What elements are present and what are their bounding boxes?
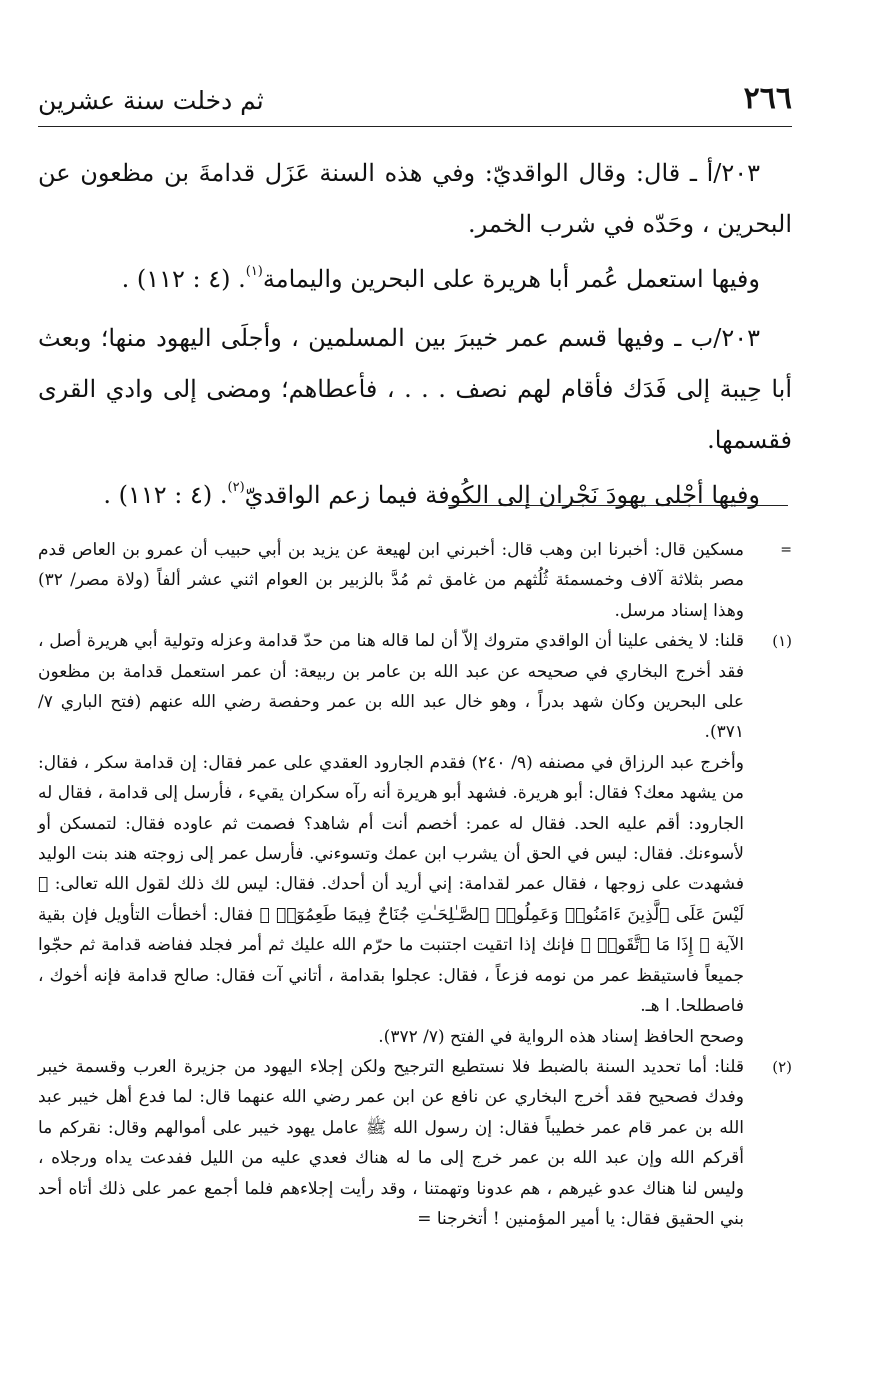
footnote-separator — [448, 505, 788, 506]
page-number: ٢٦٦ — [743, 81, 792, 116]
running-header — [38, 78, 792, 127]
paragraph-text: وفيها استعمل عُمر أبا هريرة على البحرين واليمامة — [262, 265, 760, 293]
footnote-text: وأخرج عبد الرزاق في مصنفه (٩/ ٢٤٠) فقدم الجارود العقدي على عمر فقال: إن قدامة سكر ، فقال: من يشهد معك؟ فقال: أبو هريرة. فشهد أبو هريرة أنه رآه سكران يقيء ، فأرسل إلى قدامة ، فقال له الجارود: أقم عليه الحد. فقال له عمر: أخصم أنت أم شاهد؟ فصمت ثم عاوده فقال: لتمسكن أو لأسوءنك. فقال: ليس في الحق أن يشرب ابن عمك وتسوءني. فأرسل عمر إلى زوجته هند بنت الوليد فشهدت على زوجها ، فقال عمر لقدامة: إني أريد أن أحدك. فقال: ليس لك ذلك لقول الله تعالى: ﴿ لَيْسَ عَلَى ٱلَّذِينَ ءَامَنُوا۟ وَعَمِلُوا۟ ٱلصَّـٰلِحَـٰتِ جُنَاحٌ فِيمَا طَعِمُوٓا۟ ﴾ فقال: أخطأت التأويل فإن بقية الآية ﴿ إِذَا مَا ٱتَّقَوا۟ ﴾ فإنك إذا اتقيت اجتنبت ما حرّم الله عليك ثم أمر فجلد ففاضه قدامة ثم حجّوا جميعاً فاستيقظ عمر من نومه فزعاً ، فقال: عجلوا بقدامة ، أتاني آت فقال: صالح قدامة فإنه أخوك ، فاصطلحا. ا هـ. — [38, 752, 744, 1017]
footnote-marker-2: (٢) — [227, 480, 245, 495]
paragraph-text: وفيها أجْلى يهودَ نَجْران إلى الكُوفة فيما زعم الواقديّ — [244, 481, 760, 509]
footnote-text: قلنا: أما تحديد السنة بالضبط فلا نستطيع الترجيح ولكن إجلاء اليهود من جزيرة العرب وقسمة خيبر وفدك فصحيح فقد أخرج البخاري عن نافع عن ابن عمر رضي الله عنهما قال: لما فدع أهل خيبر عبد الله بن عمر قام عمر خطيباً فقال: إن رسول الله ﷺ عامل يهود خيبر على أموالهم وقال: نقركم ما أقركم الله وإن عبد الله بن عمر خرج إلى ما له هناك فعدي عليه من الليل ففدعت يداه ورجلاه ، وليس لنا هناك عدو غيرهم ، هم عدونا وتهمتنا ، وقد رأيت إجلاءهم فلما أجمع عمر على ذلك أتاه أحد بني الحقيق فقال: يا أمير المؤمنين ! أتخرجنا = — [38, 1056, 744, 1229]
source-reference: . (٤ : ١١٢) . — [121, 265, 246, 293]
footnote-text: وصحح الحافظ إسناد هذه الرواية في الفتح (٧/ ٣٧٢). — [378, 1026, 744, 1047]
paragraph-najran — [38, 470, 792, 525]
paragraph-abu-hurayra — [38, 254, 792, 309]
footnote-1 — [38, 626, 792, 1052]
footnote-text: مسكين قال: أخبرنا ابن وهب قال: أخبرني ابن لهيعة عن يزيد بن أبي حبيب أن عمرو بن العاص قدم مصر بثلاثة آلاف وخمسمئة ثُلُثهم من غامق ثم مُدَّ بالزبير بن العوام اثني عشر ألفاً (ولاة مصر/ ٣٢) وهذا إسناد مرسل. — [38, 540, 744, 621]
footnotes — [38, 535, 792, 1234]
footnote-marker-1: (١) — [245, 264, 263, 279]
footnote-label-2: (٢) — [772, 1057, 792, 1076]
paragraph-203b: ٢٠٣/ب ـ وفيها قسم عمر خيبرَ بين المسلمين ، وأجلَى اليهود منها؛ وبعث أبا حِيبة إلى فَدَك فأقام لهم نصف . . . ، فأعطاهم؛ ومضى إلى وادي القرى فقسمها. — [38, 324, 792, 454]
footnote-text: قلنا: لا يخفى علينا أن الواقدي متروك إلاّ أن لما قاله هنا من حدّ قدامة وعزله وتولية أبي هريرة أصل ، فقد أخرج البخاري في صحيحه عن عبد الله بن عامر بن ربيعة: أن عمر استعمل قدامة بن مظعون على البحرين وكان شهد بدراً ، وهو خال عبد الله بن عمر وحفصة رضي الله عنهم (فتح الباري ٧/ ٣٧١). — [38, 631, 744, 743]
header-title: ثم دخلت سنة عشرين — [38, 86, 264, 115]
footnote-continuation — [38, 535, 792, 626]
footnote-2 — [38, 1052, 792, 1234]
main-text — [38, 148, 792, 525]
footnote-label-1: (١) — [772, 632, 792, 651]
source-reference: . (٤ : ١١٢) . — [103, 481, 228, 509]
continuation-mark: = — [780, 542, 792, 558]
paragraph-203a: ٢٠٣/أ ـ قال: وقال الواقديّ: وفي هذه السنة عَزَل قدامةَ بن مظعون عن البحرين ، وحَدّه في شرب الخمر. — [38, 159, 792, 238]
